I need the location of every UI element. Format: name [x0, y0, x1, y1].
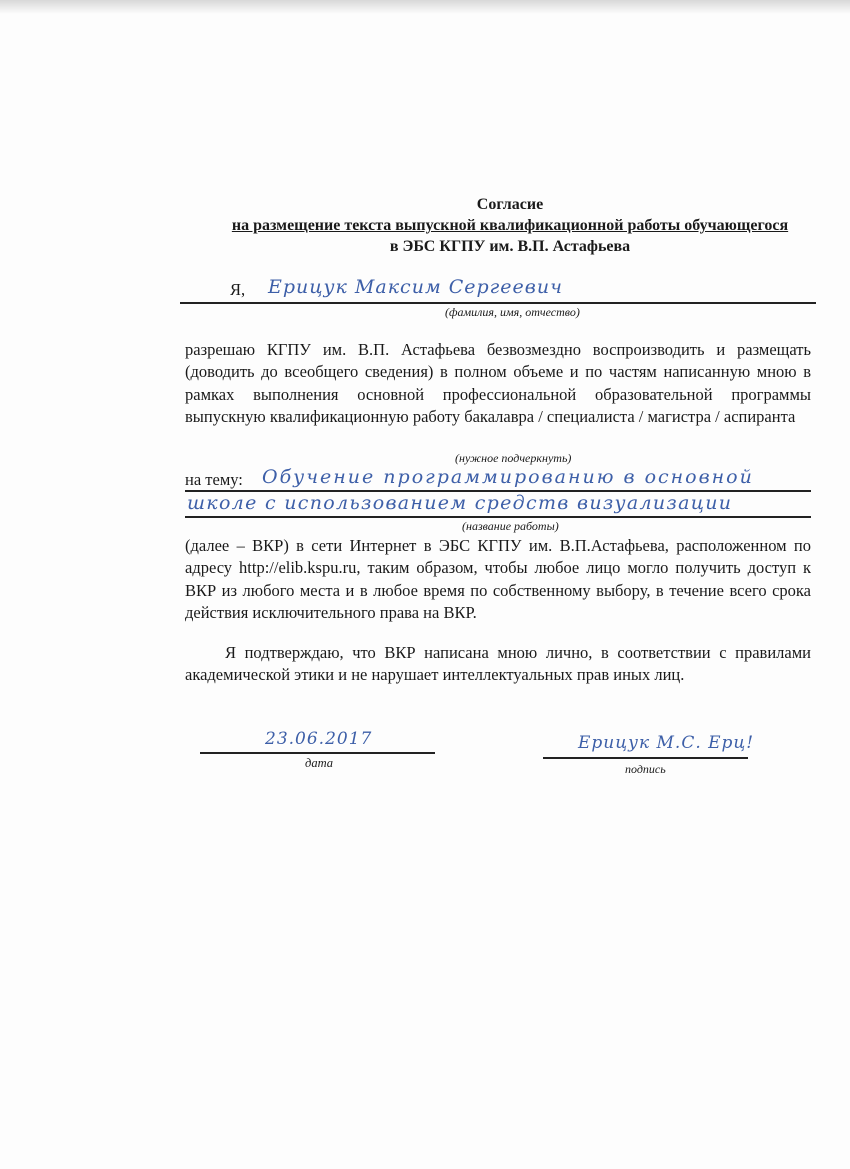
handwritten-signature: Ерицук М.С. Ерц! — [578, 733, 755, 753]
topic-label: (название работы) — [462, 519, 559, 533]
signature-label: подпись — [625, 762, 666, 776]
name-underline — [180, 302, 816, 304]
handwritten-topic-line2: школе с использованием средств визуализации — [187, 492, 733, 514]
name-label: (фамилия, имя, отчество) — [445, 305, 580, 319]
topic-prefix: на тему: — [185, 470, 243, 489]
permission-paragraph: разрешаю КГПУ им. В.П. Астафьева безвозмездно воспроизводить и размещать (доводить до всеобщего сведения) в полном объеме и по частям написанную мною в рамках выполнения основной профессиональной образовательной программы выпускную квалификационную работу бакалавра / специалиста / магистра / аспиранта — [185, 340, 811, 426]
name-prefix: Я, — [230, 280, 246, 299]
date-underline — [200, 752, 435, 754]
date-label: дата — [305, 756, 334, 770]
signature-underline — [543, 757, 748, 759]
document-subtitle-2: в ЭБС КГПУ им. В.П. Астафьева — [389, 238, 631, 255]
underline-label: (нужное подчеркнуть) — [455, 451, 572, 465]
document-subtitle: на размещение текста выпускной квалификационной работы обучающегося — [231, 217, 789, 234]
handwritten-name: Ерицук Максим Сергеевич — [268, 276, 563, 298]
confirmation-paragraph: Я подтверждаю, что ВКР написана мною лично, в соответствии с правилами академической этики и не нарушает интеллектуальных прав иных лиц. — [185, 643, 811, 685]
scan-edge — [0, 0, 850, 14]
handwritten-topic-line1: Обучение программированию в основной — [262, 466, 754, 488]
handwritten-date: 23.06.2017 — [265, 729, 373, 749]
publication-paragraph: (далее – ВКР) в сети Интернет в ЭБС КГПУ им. В.П.Астафьева, расположенном по адресу http://elib.kspu.ru, таким образом, чтобы любое лицо могло получить доступ к ВКР из любого места и в любое время по собственному выбору, в течение всего срока действия исключительного права на ВКР. — [185, 536, 811, 622]
document-title: Согласие — [476, 196, 544, 213]
topic-underline-2 — [185, 516, 811, 518]
